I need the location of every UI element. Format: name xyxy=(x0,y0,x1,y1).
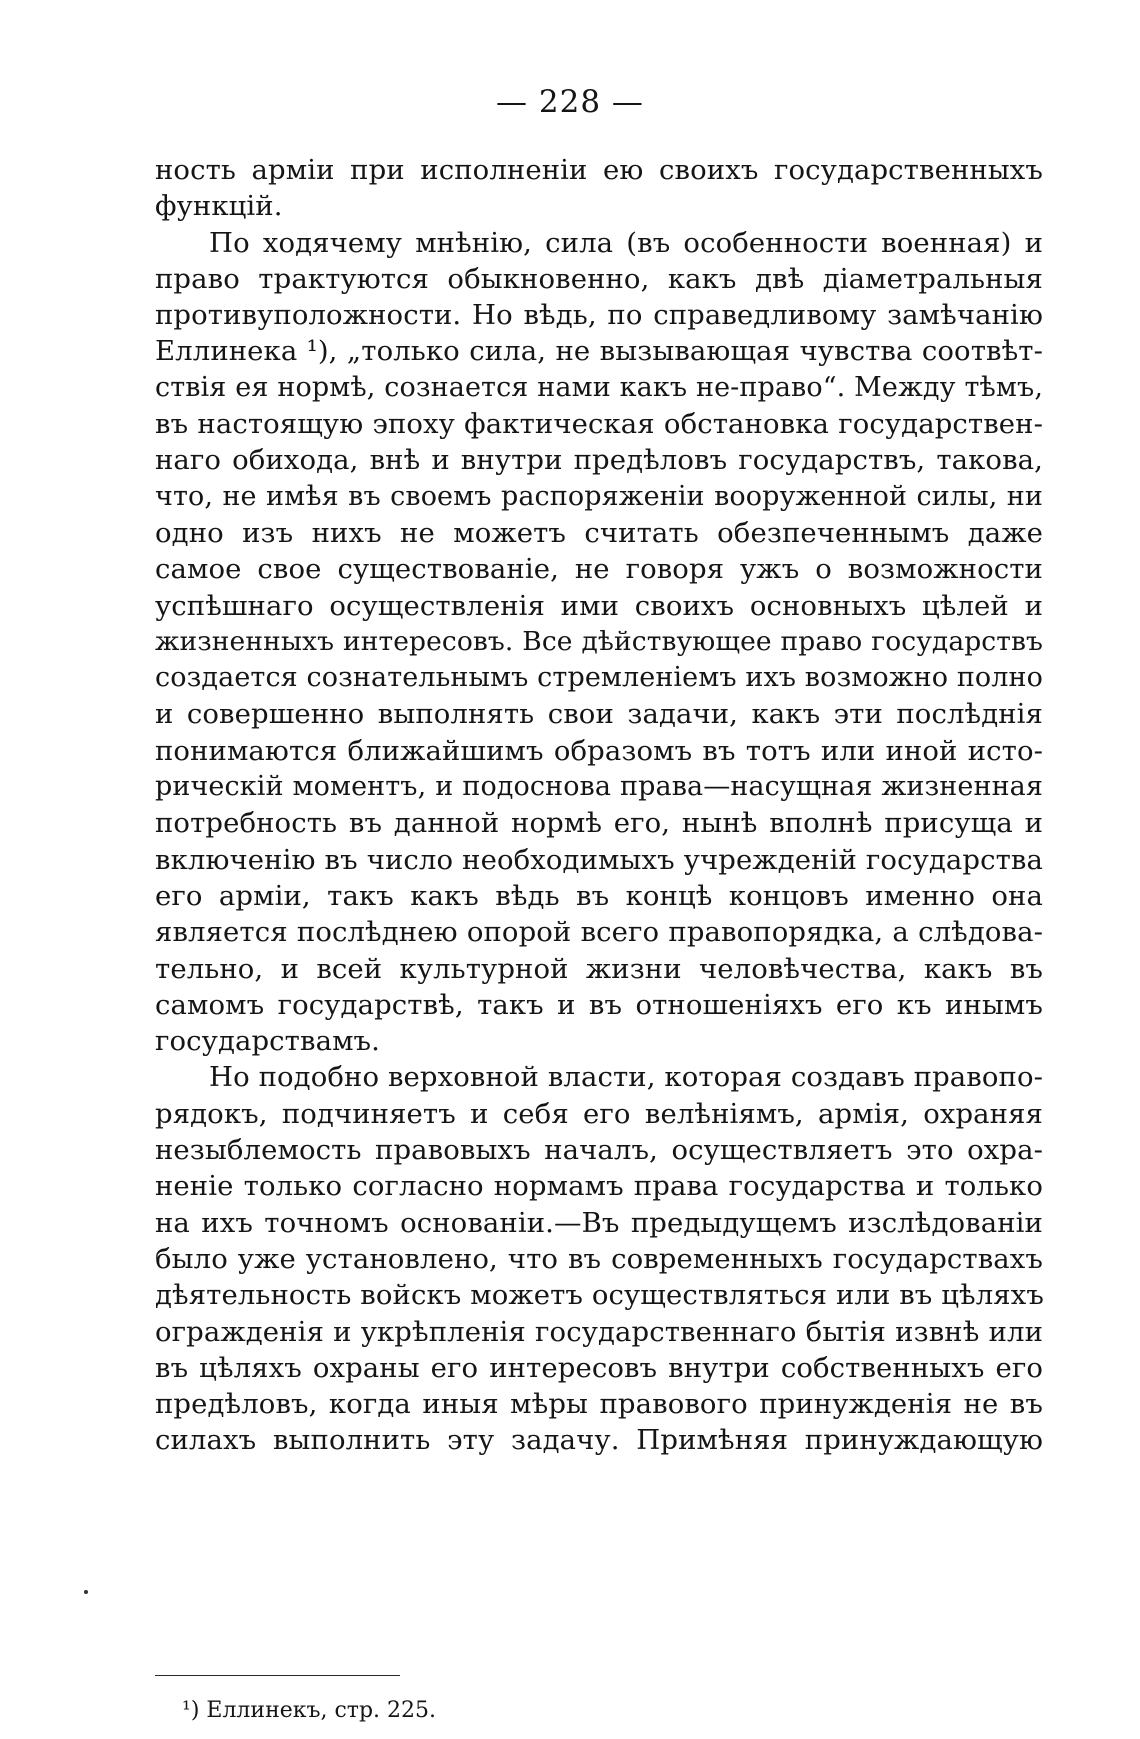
text-line: является послѣднею опорой всего правопорядка, а слѣдова- xyxy=(155,916,1043,949)
text-line: успѣшнаго осуществленія ими своихъ основныхъ цѣлей и xyxy=(155,589,1043,622)
text-line: одно изъ нихъ не можетъ считать обезпеченнымъ даже xyxy=(155,516,1043,549)
page-number: — 228 — xyxy=(496,84,644,120)
print-speck xyxy=(84,1590,88,1594)
text-line: предѣловъ, когда иныя мѣры правового принужденія не въ xyxy=(155,1388,1043,1421)
text-line: По ходячему мнѣнію, сила (въ особенности военная) и xyxy=(209,226,1043,259)
text-line: государствамъ. xyxy=(155,1025,380,1058)
text-line: рядокъ, подчиняетъ и себя его велѣніямъ, армія, охраняя xyxy=(155,1097,1043,1130)
text-line: дѣятельность войскъ можетъ осуществляться или въ цѣляхъ xyxy=(155,1279,1044,1312)
text-line: ность арміи при исполненіи ею своихъ государственныхъ xyxy=(155,154,1043,186)
text-line: создается сознательнымъ стремленіемъ ихъ возможно полно xyxy=(155,662,1043,694)
text-line: понимаются ближайшимъ образомъ въ тотъ или иной исто- xyxy=(155,734,1043,767)
text-line: на ихъ точномъ основаніи.—Въ предыдущемъ изслѣдованіи xyxy=(155,1206,1043,1239)
text-line: право трактуются обыкновенно, какъ двѣ діаметральныя xyxy=(155,262,1043,295)
text-line: огражденія и укрѣпленія государственнаго бытія извнѣ или xyxy=(155,1315,1043,1348)
body-text xyxy=(155,152,1043,1459)
text-line: жизненныхъ интересовъ. Все дѣйствующее право государствъ xyxy=(155,625,1043,657)
text-line: незыблемость правовыхъ началъ, осуществляетъ это охра- xyxy=(155,1134,1043,1167)
text-line: что, не имѣя въ своемъ распоряженіи вооруженной силы, ни xyxy=(155,480,1043,512)
text-line: самое свое существованіе, не говоря ужъ о возможности xyxy=(155,553,1043,586)
text-line: рическій моментъ, и подоснова права—насущная жизненная xyxy=(155,771,1043,803)
text-line: Еллинека ¹), „только сила, не вызывающая чувства соотвѣт- xyxy=(155,335,1043,368)
text-line: неніе только согласно нормамъ права государства и только xyxy=(155,1170,1043,1203)
text-line: наго обихода, внѣ и внутри предѣловъ государствъ, такова, xyxy=(155,444,1043,477)
text-line: въ настоящую эпоху фактическая обстановка государствен- xyxy=(155,408,1043,441)
text-line: было уже установлено, что въ современныхъ государствахъ xyxy=(155,1242,1043,1275)
text-line: и совершенно выполнять свои задачи, какъ эти послѣднія xyxy=(155,698,1043,731)
footnote-separator xyxy=(155,1675,400,1676)
text-line: его арміи, такъ какъ вѣдь въ концѣ концовъ именно она xyxy=(155,879,1043,912)
footnote: ¹) Еллинекъ, стр. 225. xyxy=(182,1698,437,1723)
text-line: Но подобно верховной власти, которая создавъ правопо- xyxy=(209,1061,1043,1094)
text-line: противуположности. Но вѣдь, по справедливому замѣчанію xyxy=(155,299,1043,332)
text-line: включенію въ число необходимыхъ учрежденій государства xyxy=(155,843,1043,876)
text-line: самомъ государствѣ, такъ и въ отношеніяхъ его къ инымъ xyxy=(155,988,1043,1021)
text-line: функцій. xyxy=(155,190,283,223)
text-line: въ цѣляхъ охраны его интересовъ внутри собственныхъ его xyxy=(155,1351,1043,1384)
text-line: силахъ выполнить эту задачу. Примѣняя принуждающую xyxy=(155,1424,1043,1457)
text-line: ствія ея нормѣ, сознается нами какъ не-право“. Между тѣмъ, xyxy=(155,371,1043,403)
text-line: тельно, и всей культурной жизни человѣчества, какъ въ xyxy=(155,952,1043,985)
text-line: потребность въ данной нормѣ его, нынѣ вполнѣ присуща и xyxy=(155,807,1043,840)
